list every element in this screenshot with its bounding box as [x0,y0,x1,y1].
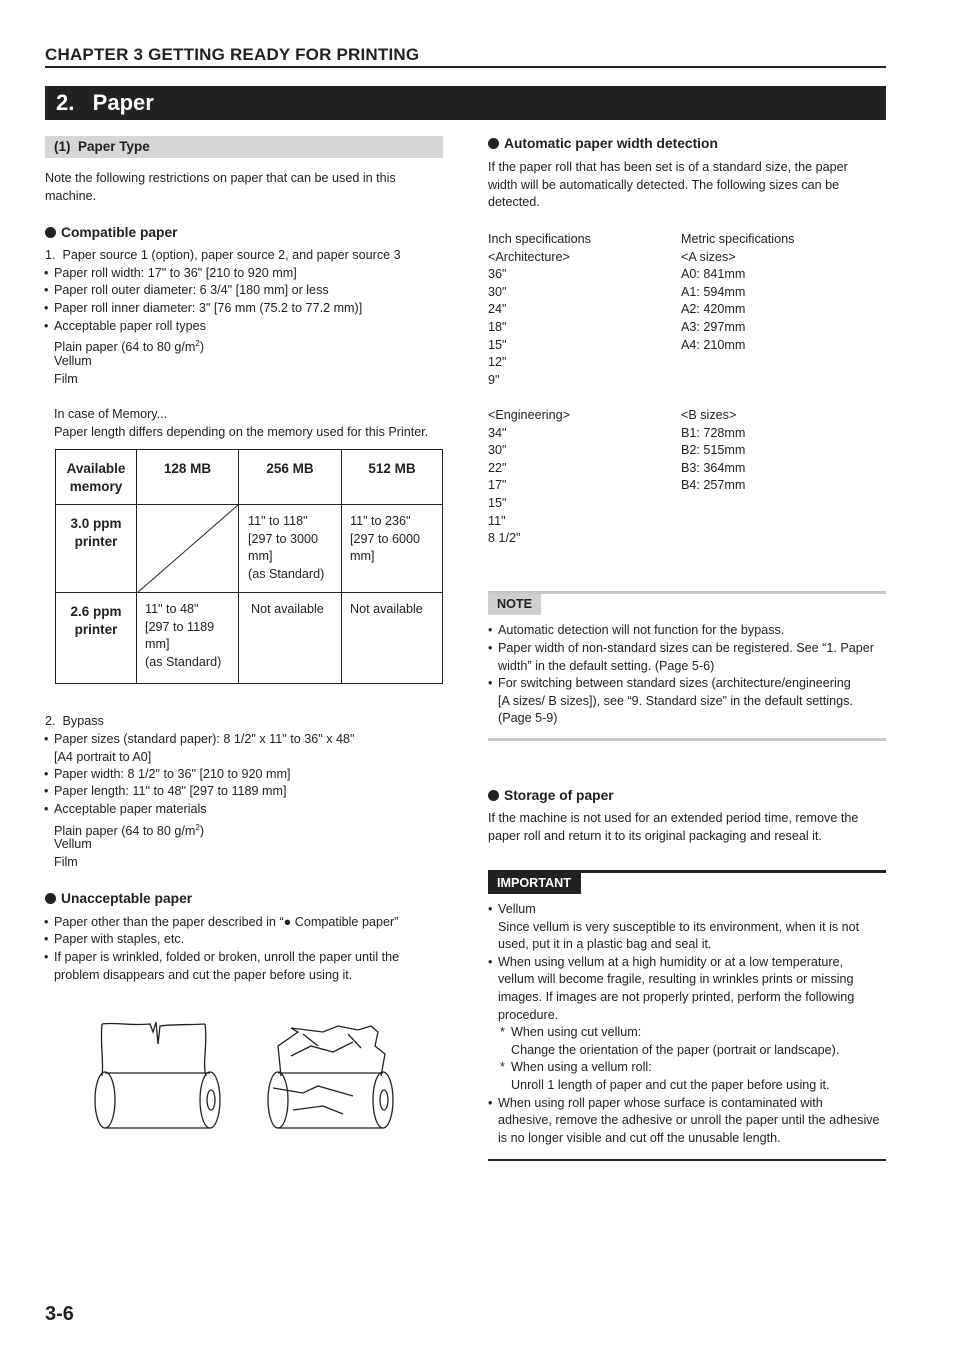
spec-line: Metric specifications [681,232,795,246]
bypass-type-text: Plain paper (64 to 80 g/m [54,824,196,839]
cell-line: 11" to 236" [350,514,411,528]
spec-spacer [681,354,794,407]
table-header-memory [56,450,137,505]
bullet-mark: • [488,902,493,916]
cell-line: [297 to 3000 [248,531,319,546]
cell-3ppm-512 [342,505,443,593]
important-line [488,901,888,919]
spec-line: 30" [488,284,507,299]
memory-case: In case of Memory... [54,407,168,421]
important-line [488,919,888,937]
spec-line: A2: 420mm [681,302,746,317]
storage-heading [488,788,614,803]
spec-line: <B sizes> [681,407,737,422]
spec-line: 11" [488,513,506,528]
spec-line: A1: 594mm [681,284,746,299]
important-line-text: When using vellum at a high humidity or at a low temperature, [498,954,844,969]
unacceptable-bullet: • Paper other than the paper described in “● Compatible paper” [54,914,398,932]
storage-line: paper roll and return it to its original packaging and reseal it. [488,828,822,843]
important-label: IMPORTANT [497,876,571,890]
spec-line: 8 1/2" [488,531,521,546]
torn-paper-roll-illustration [90,1018,230,1130]
important-line [488,954,888,972]
spec-line: B1: 728mm [681,425,746,440]
spec-line: B3: 364mm [681,460,746,475]
chapter-rule [45,66,886,68]
spec-line: <A sizes> [681,249,736,264]
intro-line: machine. [45,188,97,203]
important-line-text: When using cut vellum: [511,1025,642,1040]
auto-detection-heading-text: Automatic paper width detection [504,136,718,151]
unacceptable-bullet [54,949,399,984]
cell-line: 11" to 48" [145,602,199,616]
compatible-heading-text: Compatible paper [61,225,178,240]
superscript: 2 [195,823,200,832]
important-bottom-rule [488,1159,886,1161]
header-line: Available [66,461,126,476]
diagonal-cell [137,505,239,593]
important-line [488,1112,888,1130]
bypass-bullet: • Acceptable paper materials [54,801,207,819]
wrinkled-paper-roll-illustration [263,1018,403,1130]
storage-line: If the machine is not used for an extended period time, remove the [488,811,859,825]
spec-line: 22" [488,460,507,475]
roll-bullet: • Paper roll outer diameter: 6 3/4" [180 mm] or less [54,282,329,300]
important-line [488,1130,888,1148]
bullet-line: • Paper width of non-standard sizes can be registered. See “1. Paper [498,641,874,655]
roll-bullet: • Acceptable paper roll types [54,318,206,336]
important-line [488,1059,888,1077]
diagonal-line [137,505,238,593]
cell-line: (as Standard) [145,654,222,669]
bullet-line: • Paper sizes (standard paper): 8 1/2" x 11" to 36" x 48" [54,732,355,746]
metric-spec-column [681,231,794,495]
row-label-line: printer [74,533,118,549]
inch-spec-column [488,231,591,548]
spec-line: A4: 210mm [681,337,746,352]
spec-line: <Architecture> [488,249,570,264]
row-label-line: 2.6 ppm [70,604,122,619]
note-bullet [498,675,853,728]
superscript: 2 [195,339,200,348]
spec-line: 24" [488,302,507,317]
header-line: memory [69,478,123,494]
roll-type-text: Plain paper (64 to 80 g/m [54,340,196,355]
table-header-256: 256 MB [239,450,342,505]
spec-line: 17" [488,478,507,493]
important-line [488,989,888,1007]
important-line-text: When using roll paper whose surface is contaminated with [498,1095,823,1110]
bullet-line: [A4 portrait to A0] [54,749,152,764]
page-number: 3-6 [45,1303,74,1325]
spec-line: B2: 515mm [681,443,746,458]
storage-text [488,810,858,845]
roll-bullet: • Paper roll width: 17" to 36" [210 to 920 mm] [54,265,297,283]
important-line-text: images. If images are not properly printed, perform the following [498,989,855,1004]
important-line [488,936,888,954]
row-label-line: printer [74,621,118,637]
bullet-line: (Page 5-9) [498,711,558,726]
important-line-text: vellum will become fragile, resulting in wrinkles prints or missing [498,972,854,987]
spec-spacer [488,389,591,407]
important-line-text: Vellum [498,902,536,916]
bullet-line: [A sizes/ B sizes]), see “9. Standard size” in the default settings. [498,693,853,708]
spec-line: A3: 297mm [681,319,746,334]
cell-line: mm] [248,549,273,564]
important-line [488,1095,888,1113]
important-line-text: used, put it in a plastic bag and seal it. [498,937,712,952]
spec-line: 18" [488,319,507,334]
roll-type: Vellum [54,354,92,368]
important-line-text: Unroll 1 length of paper and cut the paper before using it. [511,1077,830,1092]
cell-line: [297 to 1189 [145,619,215,634]
bypass-bullet [54,731,354,766]
table-header-128: 128 MB [137,450,239,505]
important-list [488,901,888,1147]
spec-line: 12" [488,355,507,370]
note-bullet: • Automatic detection will not function for the bypass. [498,622,784,640]
important-line-text: adhesive, remove the adhesive or unroll the paper until the adhesive [498,1113,880,1128]
compatible-heading [45,225,178,240]
asterisk-mark: * [500,1025,505,1040]
spec-line: 15" [488,337,507,352]
spec-line: A0: 841mm [681,267,746,282]
note-bullet [498,640,874,675]
note-label: NOTE [497,597,532,611]
roll-bullet: • Paper roll inner diameter: 3" [76 mm (75.2 to 77.2 mm)] [54,300,362,318]
row-label-3ppm [56,505,137,593]
paren: ) [199,340,205,355]
bypass-line: 2. Bypass [45,714,104,728]
important-line [488,1077,888,1095]
bullet-line: width” in the default setting. (Page 5-6) [498,658,715,673]
storage-heading-text: Storage of paper [504,788,614,803]
note-top-rule [488,591,886,594]
spec-line: 36" [488,267,507,282]
bullet-mark: • [488,954,493,969]
spec-line: <Engineering> [488,407,570,422]
important-line-text: Since vellum is very susceptible to its environment, when it is not [498,919,860,934]
bypass-bullet: • Paper width: 8 1/2" to 36" [210 to 920 mm] [54,766,290,784]
spec-line: B4: 257mm [681,478,746,493]
cell-line: mm] [350,549,375,564]
cell-3ppm-256 [239,505,342,593]
auto-detection-heading [488,136,718,151]
roll-type: Film [54,372,78,386]
asterisk-mark: * [500,1060,505,1075]
memory-note: Paper length differs depending on the memory used for this Printer. [54,425,429,439]
unacceptable-bullet: • Paper with staples, etc. [54,931,184,949]
cell-line: (as Standard) [248,566,325,581]
paper-source-line: 1. Paper source 1 (option), paper source 2, and paper source 3 [45,248,401,262]
bypass-type: Vellum [54,837,92,851]
cell-line: [297 to 6000 [350,531,421,546]
table-header-512: 512 MB [342,450,443,505]
paren: ) [199,824,205,839]
intro-line: width will be automatically detected. The following sizes can be [488,177,840,192]
spec-line: 9" [488,372,500,387]
intro-text [45,170,396,205]
important-line-text: Change the orientation of the paper (portrait or landscape). [511,1042,840,1057]
important-line [488,1024,888,1042]
important-line [488,971,888,989]
cell-2ppm-256: Not available [239,593,342,684]
auto-detection-intro [488,159,848,212]
bullet-line: • If paper is wrinkled, folded or broken, unroll the paper until the [54,950,400,964]
bullet-line: problem disappears and cut the paper before using it. [54,967,353,982]
bypass-bullet: • Paper length: 11" to 48" [297 to 1189 mm] [54,783,287,801]
cell-2ppm-512: Not available [342,593,443,684]
bullet-mark: • [488,1095,493,1110]
intro-line: Note the following restrictions on paper that can be used in this [45,171,396,185]
subsection-title: (1) Paper Type [54,139,150,154]
spec-line: 15" [488,495,507,510]
spec-line: 30" [488,443,507,458]
intro-line: detected. [488,195,540,210]
important-line [488,1042,888,1060]
row-label-2ppm [56,593,137,684]
cell-2ppm-128 [137,593,239,684]
unacceptable-heading [45,891,192,906]
memory-table [55,449,443,684]
note-bottom-rule [488,738,886,741]
section-title-bar [45,86,886,120]
chapter-heading: CHAPTER 3 GETTING READY FOR PRINTING [45,45,420,64]
spec-line: Inch specifications [488,232,591,246]
important-line-text: procedure. [498,1007,559,1022]
cell-line: mm] [145,637,170,652]
unacceptable-heading-text: Unacceptable paper [61,891,193,906]
intro-line: If the paper roll that has been set is of a standard size, the paper [488,160,848,174]
bypass-type: Film [54,855,78,869]
cell-line: 11" to 118" [248,514,308,528]
spec-line: 34" [488,425,507,440]
important-line [488,1007,888,1025]
section-title: 2. Paper [56,90,154,115]
important-line-text: is no longer visible and cut off the unusable length. [498,1130,781,1145]
bullet-line: • For switching between standard sizes (architecture/engineering [498,676,851,690]
important-line-text: When using a vellum roll: [511,1060,652,1075]
row-label-line: 3.0 ppm [70,516,122,531]
